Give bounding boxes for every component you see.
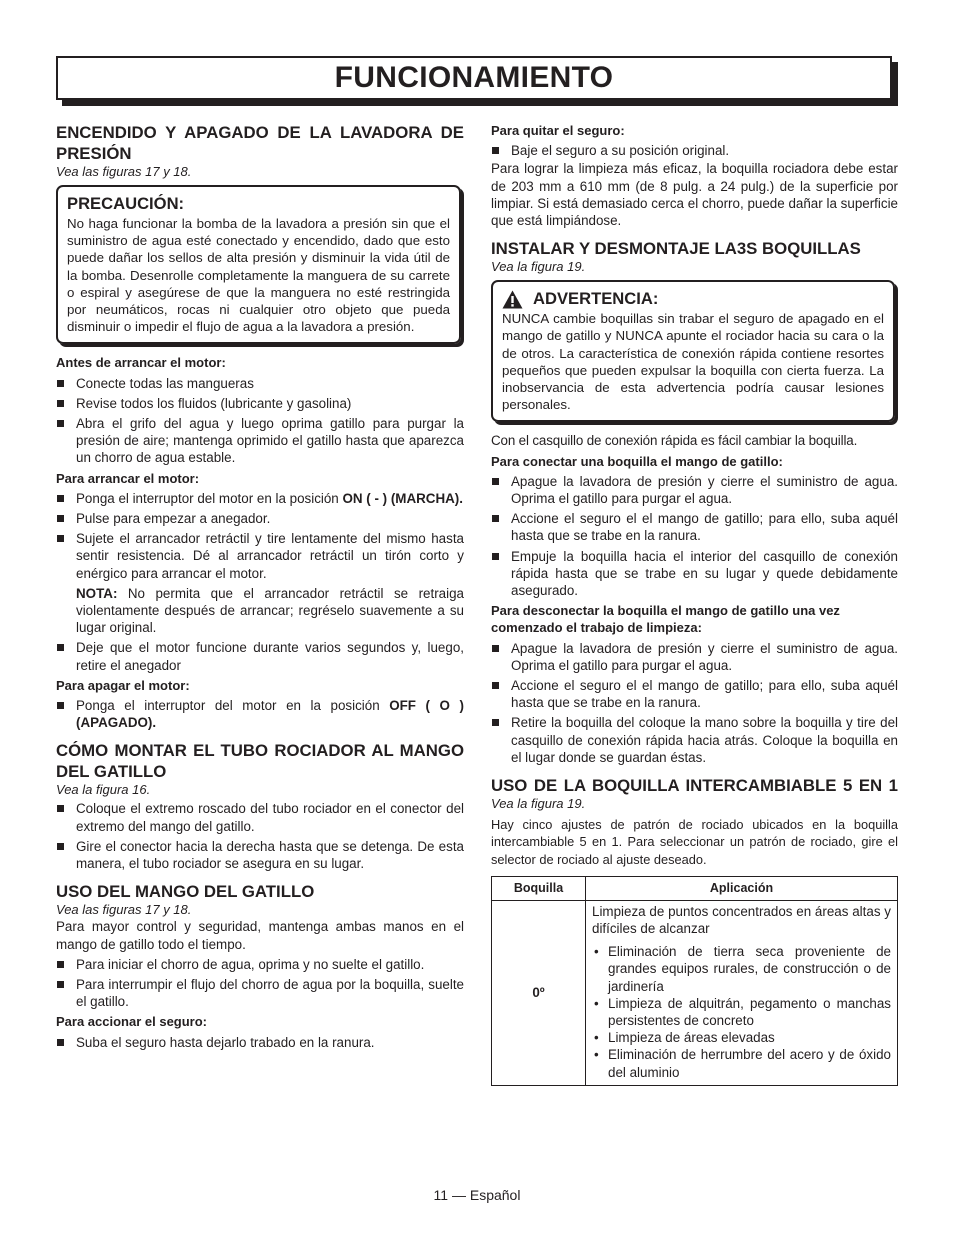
table-cell-aplicacion [586,900,898,1085]
table-row [492,900,898,1085]
list-item: Conecte todas las mangueras [56,375,464,392]
paragraph: Para mayor control y seguridad, mantenga ambas manos en el mango de gatillo todo el tiempo. [56,919,464,952]
caution-box [56,185,461,344]
list-item: Para iniciar el chorro de agua, oprima y no suelte el gatillo. [56,956,464,973]
list-item: • Limpieza de alquitrán, pegamento o manchas persistentes de concreto [592,995,891,1029]
list-item: Apague la lavadora de presión y cierre el suministro de agua. Oprima el gatillo para purgar el agua. [491,640,898,674]
warning-text: NUNCA cambie boquillas sin trabar el seguro de apagado en el mango de gatillo y NUNCA apunte el rociador hacia su cara o la de otros. La característica de conexión rápida contiene resortes pequeños que pueden expulsar la boquilla con cierta fuerza. La inobservancia de esta advertencia podría causar lesiones personales. [502,311,884,413]
list-item-text: Ponga el interruptor del motor en la posición [76,490,343,506]
subheading-before-start: Antes de arrancar el motor: [56,355,226,371]
section-heading-encendido: ENCENDIDO Y APAGADO DE LA LAVADORA DE PRESIÓN [56,123,464,163]
warning-box [491,280,895,422]
list-item: • Eliminación de herrumbre del acero y de óxido del aluminio [592,1046,891,1080]
list-item: Apague la lavadora de presión y cierre el suministro de agua. Oprima el gatillo para purgar el agua. [491,473,898,507]
list-item: Coloque el extremo roscado del tubo rociador en el conector del extremo del mango del gatillo. [56,800,464,834]
figure-reference: Vea la figura 19. [491,259,586,275]
subheading-lock: Para accionar el seguro: [56,1014,208,1030]
list-item: Retire la boquilla del coloque la mano sobre la boquilla y tire del casquillo de conexión rápida hacia atrás. Coloque la boquilla en el lugar donde se guardan éstas. [491,714,898,766]
list-disconnect [491,640,898,766]
subheading-start-engine: Para arrancar el motor: [56,470,200,486]
caution-text: No haga funcionar la bomba de la lavadora a presión sin que el suministro de agua esté conectado y encendido, dado que esto puede dañar los sellos de alta presión y disminuir la vida útil de la bomba. Desenrolle completamente la manguera de su carrete o espiral y asegúrese de que la manguera no esté restringida por neumáticos, rocas ni cualquier otro objeto que pueda disminuir o impedir el flujo de agua a la lavadora a presión. [67,216,450,335]
warning-triangle-icon [502,290,523,309]
warning-title: ADVERTENCIA: [533,289,659,309]
cell-list [592,943,891,1081]
table-header-row [492,876,898,900]
figure-reference: Vea las figuras 17 y 18. [56,164,192,179]
list-mango-gatillo [56,956,464,1011]
column-header-boquilla: Boquilla [492,876,586,900]
subheading-disconnect: Para desconectar la boquilla el mango de gatillo una vez comenzado el trabajo de limpieza: [491,603,840,636]
right-column [491,122,898,1086]
page-title-box [56,56,892,100]
subheading-connect: Para conectar una boquilla el mango de gatillo: [491,453,783,469]
list-item [56,490,464,507]
paragraph: Para lograr la limpieza más eficaz, la boquilla rociadora debe estar de 203 mm a 610 mm (de 8 pulg. a 24 pulg.) de la superficie por limpiar. Si está demasiado cerca el chorro, puede dañar la superficie que está limpiándose. [491,161,898,229]
paragraph: Hay cinco ajustes de patrón de rociado ubicados en la boquilla intercambiable 5 en 1. Para seleccionar un patrón de rociado, gire el selector de rociado al ajuste deseado. [491,817,898,867]
list-start-engine [56,490,464,582]
list-item-bold: OFF ( O ) (APAGADO). [76,698,464,731]
list-item: Sujete el arrancador retráctil y tire lentamente del mismo hasta sentir resistencia. Dé al arrancador retráctil un tirón corto y enérgico para arrancar el motor. [56,530,464,582]
list-item: Baje el seguro a su posición original. [491,142,898,159]
list-item: Empuje la boquilla hacia el interior del casquillo de conexión rápida hasta que se trabe en su lugar y quede debidamente asegurado. [491,548,898,600]
section-heading-mango-gatillo: USO DEL MANGO DEL GATILLO [56,882,315,902]
figure-reference: Vea la figura 16. [56,782,151,798]
list-item: • Eliminación de tierra seca proveniente de grandes equipos rurales, de construcción o de jardinería [592,943,891,995]
page-title: FUNCIONAMIENTO [334,61,614,94]
spray-pattern-table [491,876,898,1086]
list-unlock [491,142,898,159]
page-footer: 11 — Español [433,1187,521,1203]
list-item: Suba el seguro hasta dejarlo trabado en la ranura. [56,1034,464,1051]
caution-title: PRECAUCIÓN: [67,194,185,213]
figure-reference: Vea las figuras 17 y 18. [56,902,192,918]
list-item-bold: ON ( - ) (MARCHA). [342,490,463,506]
table-cell-boquilla: 0º [492,900,586,1085]
note-text: No permita que el arrancador retráctil se retraiga violentamente después de arrancar; regréselo suavemente a su lugar original. [76,585,464,636]
list-item: Accione el seguro el el mango de gatillo; para ello, suba aquél hasta que se trabe en la ranura. [491,677,898,711]
subheading-unlock: Para quitar el seguro: [491,123,625,138]
list-item: • Limpieza de áreas elevadas [592,1029,891,1046]
section-heading-boquillas: INSTALAR Y DESMONTAJE LA3S BOQUILLAS [491,239,861,259]
list-item [56,697,464,731]
list-stop-engine [56,697,464,731]
list-connect [491,473,898,599]
list-item: Pulse para empezar a anegador. [56,510,464,527]
note [56,585,464,637]
list-lock [56,1034,464,1051]
list-item: Abra el grifo del agua y luego oprima gatillo para purgar la presión de aire; mantenga oprimido el gatillo hasta que aparezca un chorro de agua estable. [56,415,464,467]
left-column [56,122,464,1051]
note-label: NOTA: [76,585,118,601]
cell-text: Limpieza de puntos concentrados en áreas altas y difíciles de alcanzar [592,903,891,936]
subheading-stop-engine: Para apagar el motor: [56,677,190,693]
section-heading-montar-tubo: CÓMO MONTAR EL TUBO ROCIADOR AL MANGO DEL GATILLO [56,741,464,782]
list-montar-tubo [56,800,464,872]
figure-reference: Vea la figura 19. [491,796,586,812]
list-item: Accione el seguro el el mango de gatillo; para ello, suba aquél hasta que se trabe en la ranura. [491,510,898,544]
warning-title-row [502,288,884,310]
list-item-text: Ponga el interruptor del motor en la posición [76,698,390,714]
list-item: Gire el conector hacia la derecha hasta que se detenga. De esta manera, el tubo rociador se asegura en su lugar. [56,838,464,872]
column-header-aplicacion: Aplicación [586,876,898,900]
list-start-engine-cont [56,639,464,673]
section-heading-boquilla-5en1: USO DE LA BOQUILLA INTERCAMBIABLE 5 EN 1 [491,776,898,796]
list-item: Para interrumpir el flujo del chorro de agua por la boquilla, suelte el gatillo. [56,976,464,1010]
list-before-start [56,375,464,467]
list-item: Revise todos los fluidos (lubricante y gasolina) [56,395,464,412]
paragraph: Con el casquillo de conexión rápida es fácil cambiar la boquilla. [491,433,858,449]
list-item: Deje que el motor funcione durante varios segundos y, luego, retire el anegador [56,639,464,673]
